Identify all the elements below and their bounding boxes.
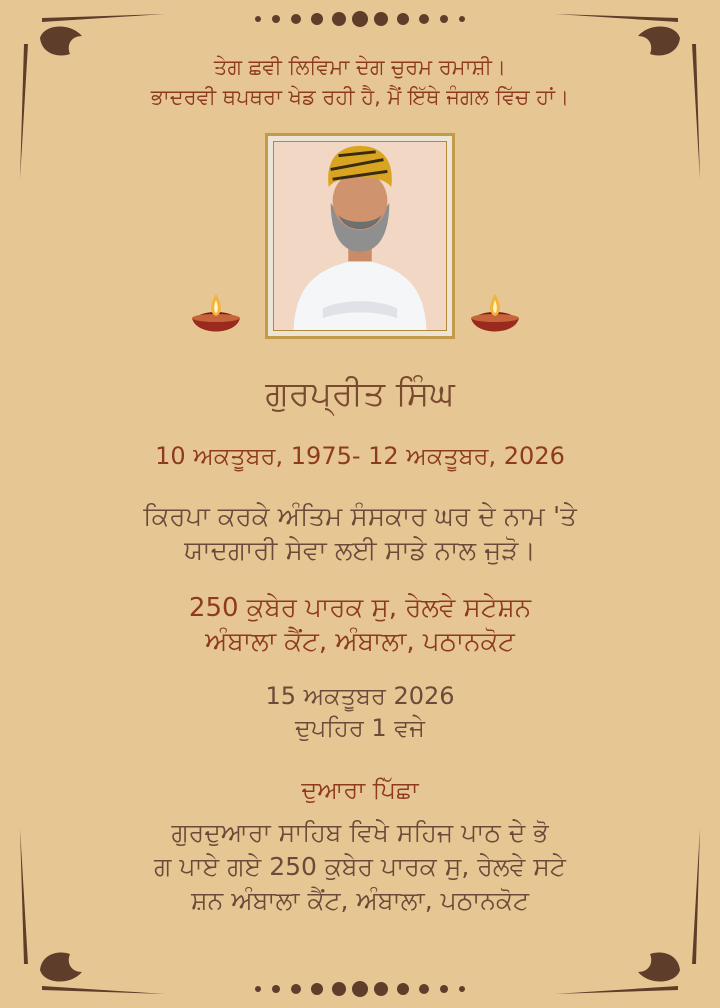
- invitation-line-2: ਯਾਦਗਾਰੀ ਸੇਵਾ ਲਈ ਸਾਡੇ ਨਾਲ ਜੁੜੋ।: [184, 536, 536, 566]
- deceased-name: ਗੁਰਪ੍ਰੀਤ ਸਿੰਘ: [265, 374, 455, 414]
- diya-lamp-icon: [192, 294, 240, 332]
- venue-address: [0, 591, 720, 659]
- service-datetime: [0, 680, 720, 744]
- portrait-photo: [273, 141, 447, 331]
- path-line-2: ਗ ਪਾਏ ਗਏ 250 ਕੁਬੇਰ ਪਾਰਕ ਸੁ, ਰੇਲਵੇ ਸਟੇ: [154, 852, 566, 881]
- followed-by-heading: ਦੁਆਰਾ ਪਿੱਛਾ: [301, 776, 419, 804]
- bottom-dotted-divider: [255, 981, 465, 997]
- path-line-3: ਸ਼ਨ ਅੰਬਾਲਾ ਕੈਂਟ, ਅੰਬਾਲਾ, ਪਠਾਨਕੋਟ: [190, 886, 530, 915]
- diya-lamp-icon: [471, 294, 519, 332]
- invitation-text: [0, 500, 720, 568]
- service-time: ਦੁਪਹਿਰ 1 ਵਜੇ: [295, 714, 425, 742]
- couplet-line-1: ਤੇਗ ਛਵੀ ਲਿਵਿਮਾ ਦੇਗ ਚੁਰਮ ਰਮਾਸ਼ੀ।: [213, 55, 507, 79]
- path-line-1: ਗੁਰਦੁਆਰਾ ਸਾਹਿਬ ਵਿਖੇ ਸਹਿਜ ਪਾਠ ਦੇ ਭੋ: [171, 818, 549, 847]
- opening-couplet: [0, 52, 720, 112]
- portrait-frame: [265, 133, 455, 339]
- invitation-line-1: ਕਿਰਪਾ ਕਰਕੇ ਅੰਤਿਮ ਸੰਸਕਾਰ ਘਰ ਦੇ ਨਾਮ 'ਤੇ: [143, 502, 577, 532]
- couplet-line-2: ਭਾਦਰਵੀ ਥਪਥਰਾ ਖੇਡ ਰਹੀ ਹੈ, ਮੈਂ ਇੱਥੇ ਜੰਗਲ ਵਿੱਚ ਹਾਂ।: [150, 85, 570, 109]
- address-line-2: ਅੰਬਾਲਾ ਕੈਂਟ, ਅੰਬਾਲਾ, ਪਠਾਨਕੋਟ: [205, 627, 515, 657]
- path-ceremony-text: [0, 816, 720, 918]
- top-dotted-divider: [255, 11, 465, 27]
- service-date: 15 ਅਕਤੂਬਰ 2026: [265, 682, 455, 710]
- address-line-1: 250 ਕੁਬੇਰ ਪਾਰਕ ਸੁ, ਰੇਲਵੇ ਸਟੇਸ਼ਨ: [188, 593, 532, 623]
- life-dates: 10 ਅਕਤੂਬਰ, 1975- 12 ਅਕਤੂਬਰ, 2026: [155, 442, 565, 470]
